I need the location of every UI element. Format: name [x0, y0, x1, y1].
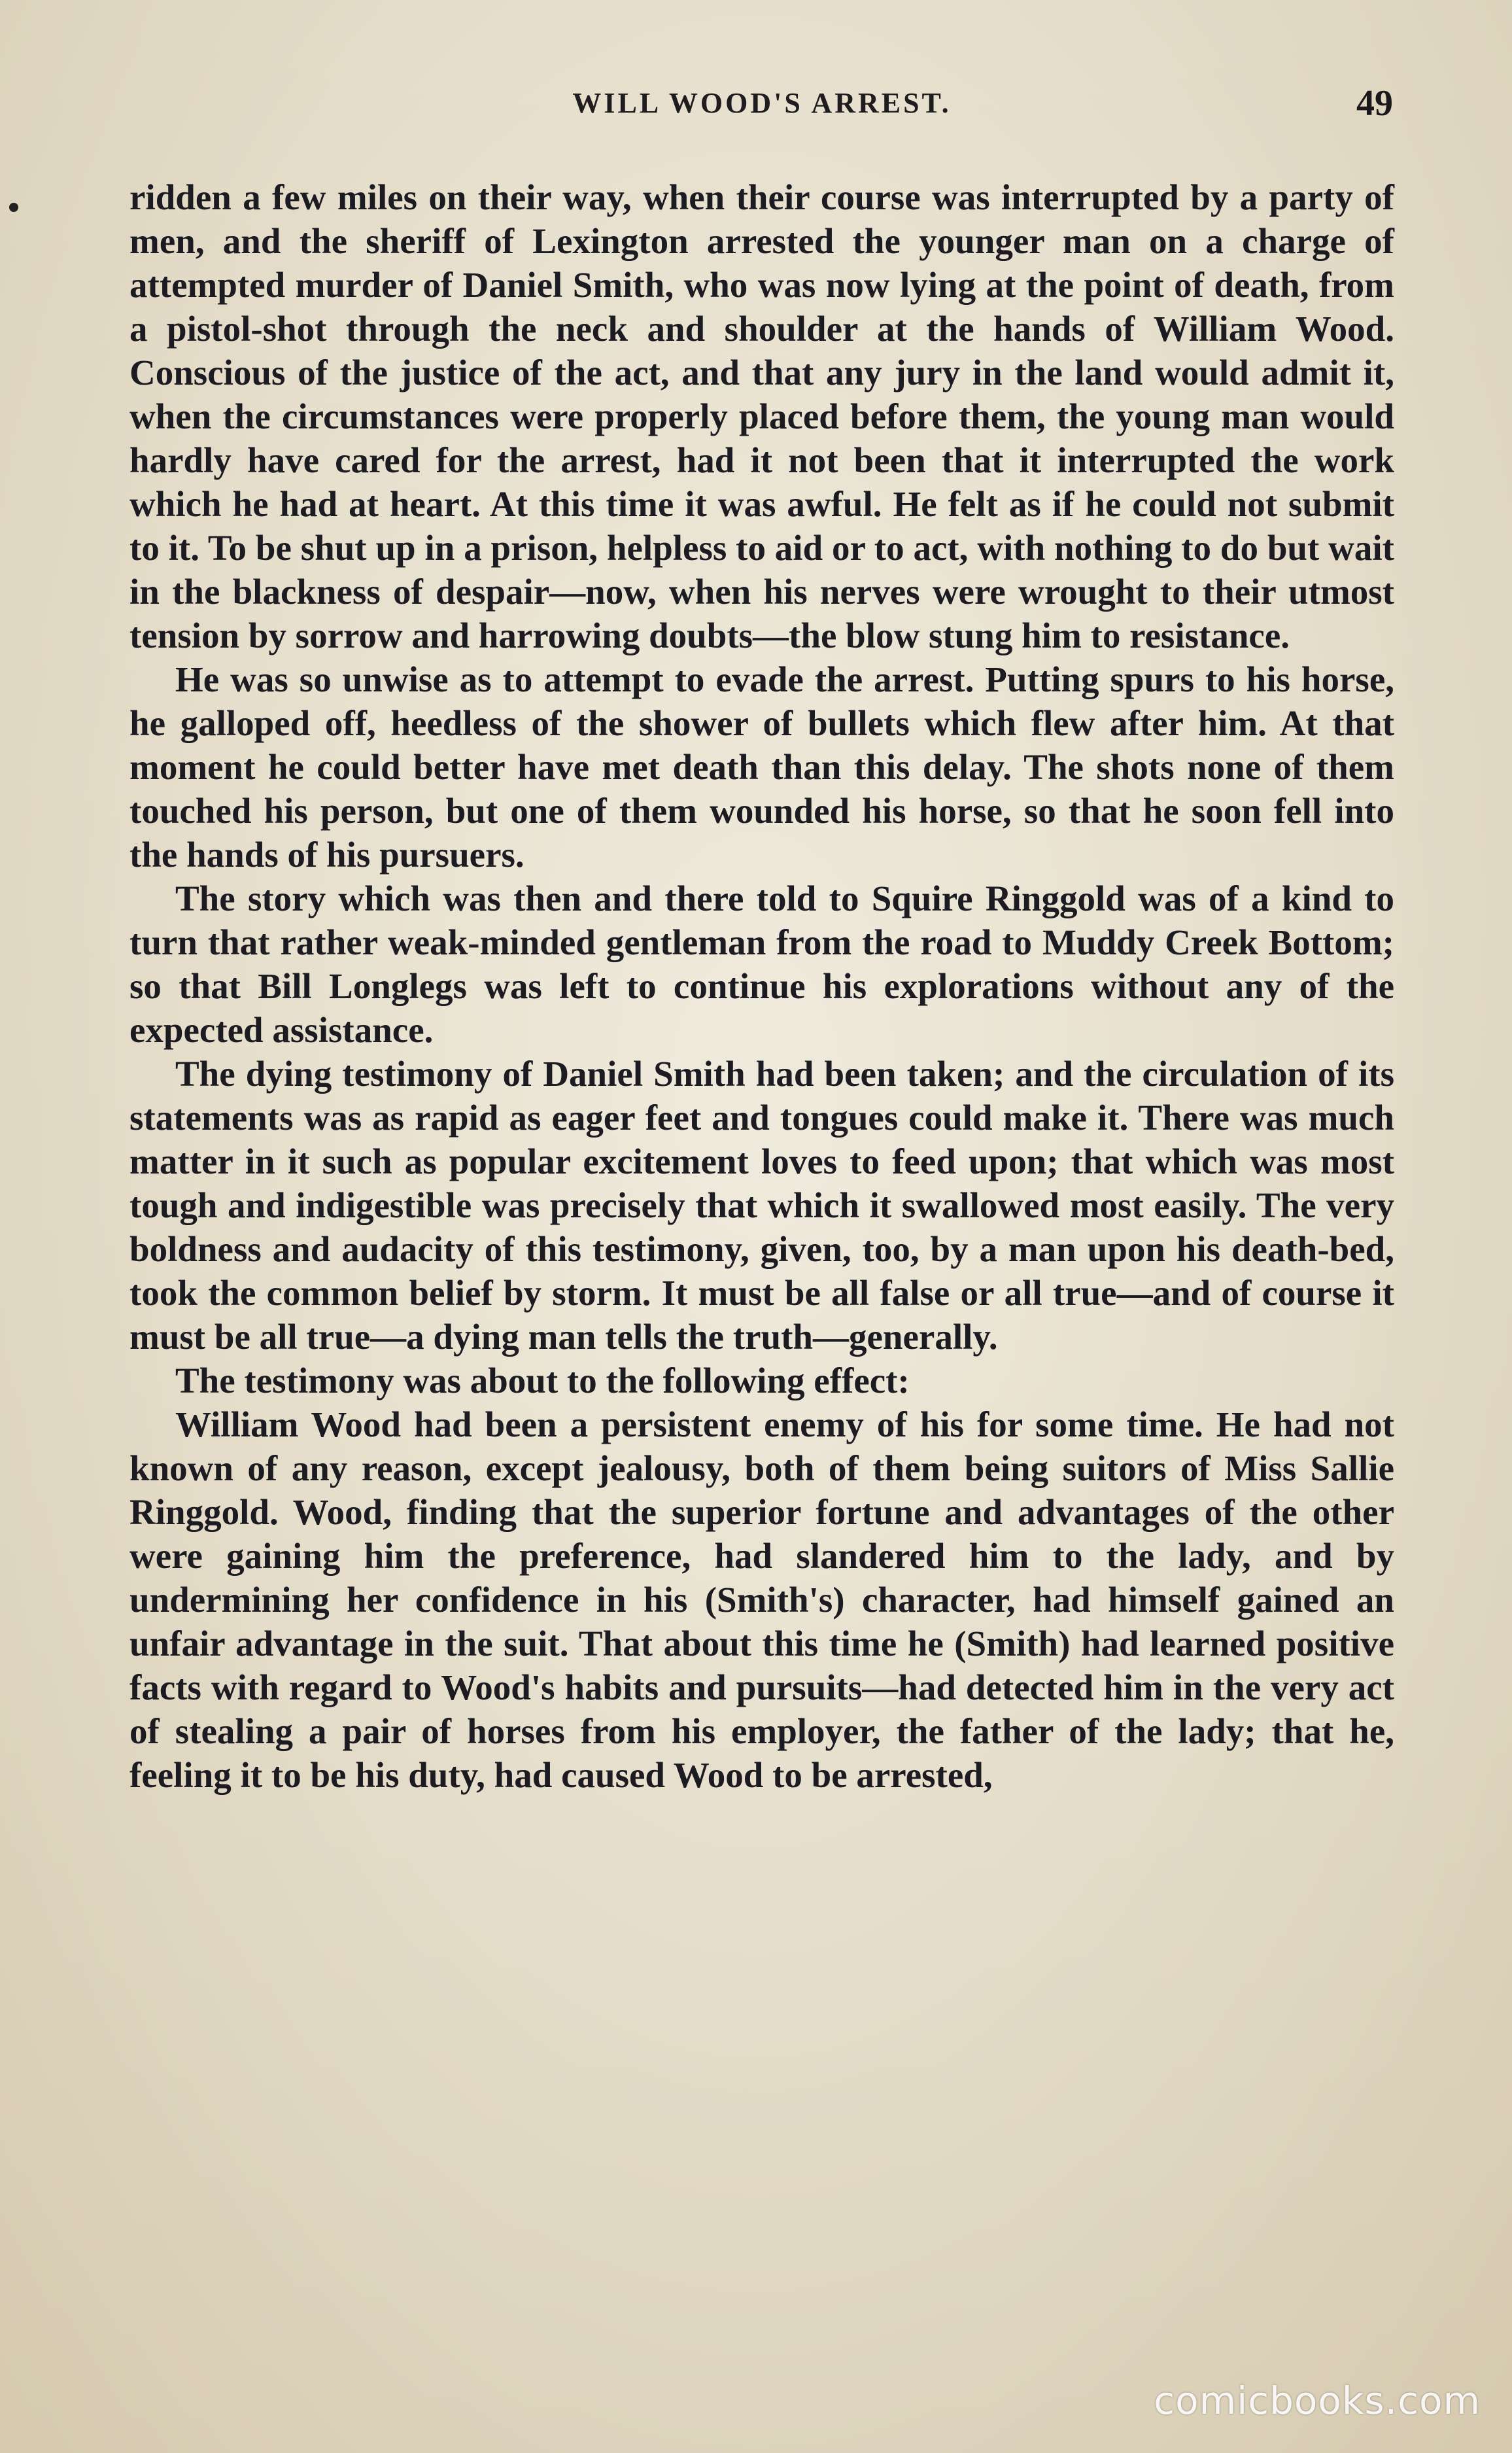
- ink-speck: [9, 203, 18, 212]
- page-number: 49: [1356, 83, 1393, 124]
- paragraph-3: The story which was then and there told to Squire Ringgold was of a kind to turn that rather weak-minded gentleman from the road to Muddy Creek Bottom; so that Bill Longlegs was left to continue his explorations without any of the expected assistance.: [129, 879, 1394, 1050]
- running-head: WILL WOOD'S ARREST.: [572, 87, 952, 119]
- watermark-logo: comicbooks.com: [1154, 2378, 1481, 2423]
- paragraph-2: He was so unwise as to attempt to evade the arrest. Putting spurs to his horse, he galloped off, heedless of the shower of bullets which flew after him. At that moment he could better have met death than this delay. The shots none of them touched his person, but one of them wounded his horse, so that he soon fell into the hands of his pursuers.: [129, 659, 1394, 875]
- paragraph-5: The testimony was about to the following effect:: [175, 1361, 910, 1400]
- paragraph-1: ridden a few miles on their way, when their course was interrupted by a party of men, and the sheriff of Lexington arrested the younger man on a charge of attempted murder of Daniel Smith, who was now lying at the point of death, from a pistol-shot through the neck and shoulder at the hands of William Wood. Conscious of the justice of the act, and that any jury in the land would admit it, when the circumstances were properly placed before them, the young man would hardly have cared for the arrest, had it not been that it interrupted the work which he had at heart. At this time it was awful. He felt as if he could not submit to it. To be shut up in a prison, helpless to aid or to act, with nothing to do but wait in the blackness of despair—now, when his nerves were wrought to their utmost tension by sorrow and harrowing doubts—the blow stung him to resistance.: [129, 177, 1394, 655]
- paragraph-6: William Wood had been a persistent enemy of his for some time. He had not known of any reason, except jealousy, both of them being suitors of Miss Sallie Ringgold. Wood, finding that the superior fortune and advantages of the other were gaining him the preference, had slandered him to the lady, and by undermining her confidence in his (Smith's) character, had himself gained an unfair advantage in the suit. That about this time he (Smith) had learned positive facts with regard to Wood's habits and pursuits—had detected him in the very act of stealing a pair of horses from his employer, the father of the lady; that he, feeling it to be his duty, had caused Wood to be arrested,: [129, 1404, 1394, 1795]
- page-header: [131, 83, 1393, 132]
- paragraph-4: The dying testimony of Daniel Smith had been taken; and the circulation of its statements was as rapid as eager feet and tongues could make it. There was much matter in it such as popular excitement loves to feed upon; that which was most tough and indigestible was precisely that which it swallowed most easily. The very boldness and audacity of this testimony, given, too, by a man upon his death-bed, took the common belief by storm. It must be all false or all true—and of course it must be all true—a dying man tells the truth—generally.: [129, 1054, 1394, 1357]
- body-text: [129, 175, 1394, 1797]
